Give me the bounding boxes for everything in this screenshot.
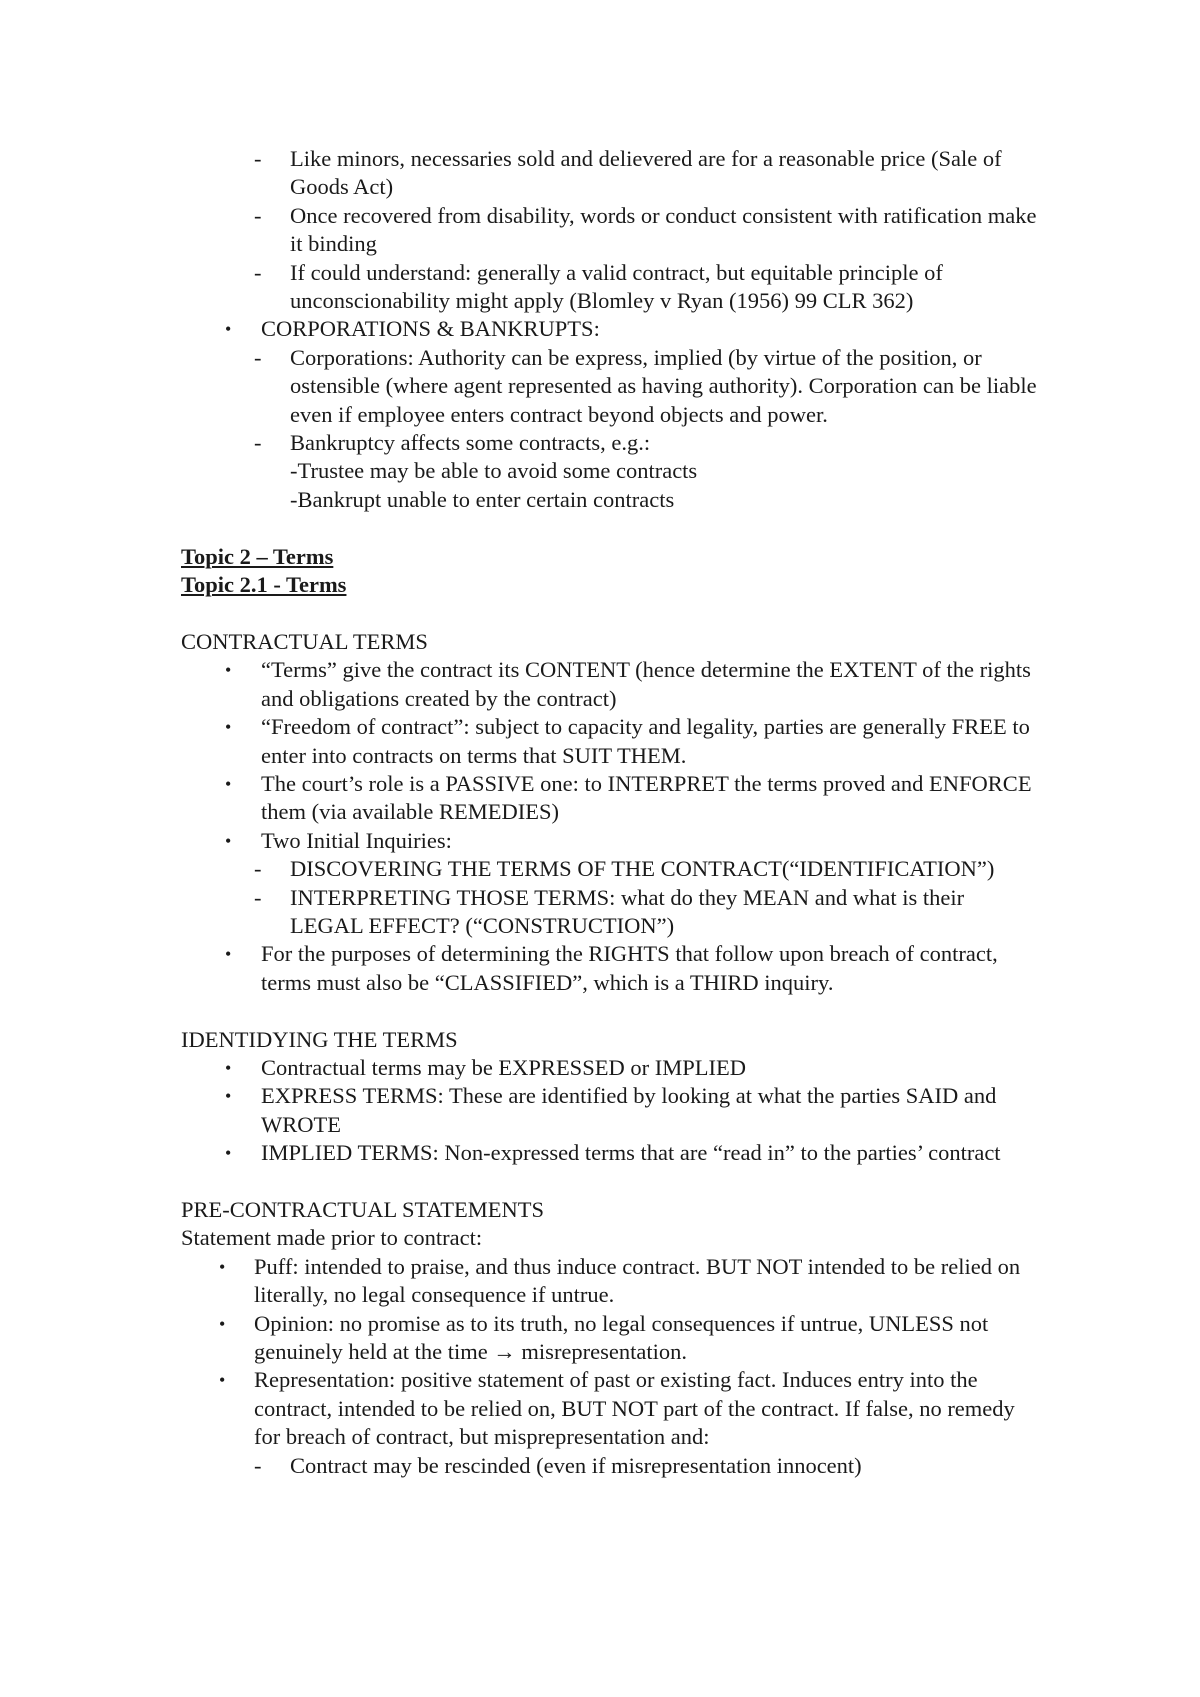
list-item (181, 940, 1041, 997)
dash-marker: - (254, 884, 262, 910)
list-item (181, 429, 1041, 457)
list-item-text: Once recovered from disability, words or conduct consistent with ratification make it binding (290, 202, 1037, 257)
bullet-marker: • (225, 319, 232, 340)
list-item (181, 827, 1041, 855)
bullet-marker: • (225, 1143, 232, 1164)
list-item-text: DISCOVERING THE TERMS OF THE CONTRACT(“IDENTIFICATION”) (290, 856, 995, 882)
dash-marker: - (254, 430, 262, 456)
list-item (181, 202, 1041, 259)
section-heading: PRE-CONTRACTUAL STATEMENTS (181, 1196, 544, 1222)
list-item-text: -Trustee may be able to avoid some contracts (290, 458, 698, 484)
topic-title: Topic 2 – Terms (181, 543, 334, 569)
list-item-text: Bankruptcy affects some contracts, e.g.: (290, 430, 651, 456)
list-item (181, 770, 1041, 827)
bullet-marker: • (219, 1313, 226, 1334)
list-item (181, 315, 1041, 343)
list-item (181, 1366, 1041, 1451)
list-item-text: Two Initial Inquiries: (261, 827, 452, 853)
list-item (181, 656, 1041, 713)
list-item (181, 457, 1041, 485)
section-subheading: CORPORATIONS & BANKRUPTS: (261, 316, 600, 342)
dash-marker: - (254, 146, 262, 171)
section-heading: IDENTIDYING THE TERMS (181, 1026, 458, 1052)
list-item-text: EXPRESS TERMS: These are identified by looking at what the parties SAID and WROTE (261, 1083, 997, 1137)
list-item (181, 1253, 1041, 1310)
bullet-marker: • (225, 1086, 232, 1107)
section-heading: CONTRACTUAL TERMS (181, 628, 428, 654)
list-item (181, 713, 1041, 770)
list-item (181, 855, 1041, 883)
list-item (181, 486, 1041, 514)
list-item-text: For the purposes of determining the RIGHTS that follow upon breach of contract, terms must also be “CLASSIFIED”, which is a THIRD inquiry. (261, 941, 998, 995)
list-item-text: “Freedom of contract”: subject to capacity and legality, parties are generally FREE to enter into contracts on terms that SUIT THEM. (261, 714, 1030, 768)
bullet-marker: • (225, 830, 232, 851)
bullet-marker: • (225, 717, 232, 738)
dash-marker: - (254, 856, 262, 882)
list-item (181, 1082, 1041, 1139)
bullet-marker: • (225, 1057, 232, 1078)
list-item-text: -Bankrupt unable to enter certain contracts (290, 486, 675, 512)
list-item (181, 1139, 1041, 1167)
dash-marker: - (254, 202, 262, 228)
bullet-marker: • (225, 944, 232, 965)
dash-marker: - (254, 344, 262, 370)
topic-subtitle: Topic 2.1 - Terms (181, 572, 347, 598)
list-item-text: INTERPRETING THOSE TERMS: what do they MEAN and what is their LEGAL EFFECT? (“CONSTRUCTION”) (290, 884, 965, 938)
list-item-text: Contractual terms may be EXPRESSED or IMPLIED (261, 1054, 746, 1080)
list-item-text: “Terms” give the contract its CONTENT (hence determine the EXTENT of the rights and obligations created by the contract) (261, 657, 1031, 711)
section-intro: Statement made prior to contract: (181, 1225, 483, 1251)
list-item-text: The court’s role is a PASSIVE one: to INTERPRET the terms proved and ENFORCE them (via available REMEDIES) (261, 770, 1032, 825)
dash-marker: - (254, 1452, 262, 1478)
list-item-text: Puff: intended to praise, and thus induce contract. BUT NOT intended to be relied on literally, no legal consequence if untrue. (254, 1253, 1021, 1308)
list-item (181, 344, 1041, 429)
list-item (181, 1310, 1041, 1367)
list-item (181, 1452, 1041, 1480)
dash-marker: - (254, 259, 262, 285)
list-item-text: Representation: positive statement of past or existing fact. Induces entry into the contract, intended to be relied on, BUT NOT part of the contract. If false, no remedy for breach of contract, but misprepresentation and: (254, 1367, 1015, 1450)
bullet-marker: • (225, 660, 232, 681)
list-item-text: If could understand: generally a valid contract, but equitable principle of unconscionability might apply (Blomley v Ryan (1956) 99 CLR 362) (290, 259, 943, 314)
list-item-text: Like minors, necessaries sold and delievered are for a reasonable price (Sale of Goods Act) (290, 146, 1002, 200)
list-item (181, 259, 1041, 316)
list-item (181, 145, 1041, 202)
bullet-marker: • (219, 1256, 226, 1277)
bullet-marker: • (225, 773, 232, 794)
list-item-text: Opinion: no promise as to its truth, no legal consequences if untrue, UNLESS not genuinely held at the time → misrepresentation. (254, 1310, 989, 1364)
list-item-text: Corporations: Authority can be express, implied (by virtue of the position, or ostensible (where agent represented as having authority). Corporation can be liable even if employee enters contract beyond objects and power. (290, 344, 1037, 427)
list-item-text: IMPLIED TERMS: Non-expressed terms that are “read in” to the parties’ contract (261, 1140, 1001, 1166)
notes-content (181, 145, 1041, 1480)
list-item (181, 884, 1041, 941)
bullet-marker: • (219, 1370, 226, 1391)
list-item-text: Contract may be rescinded (even if misrepresentation innocent) (290, 1452, 862, 1478)
list-item (181, 1054, 1041, 1082)
